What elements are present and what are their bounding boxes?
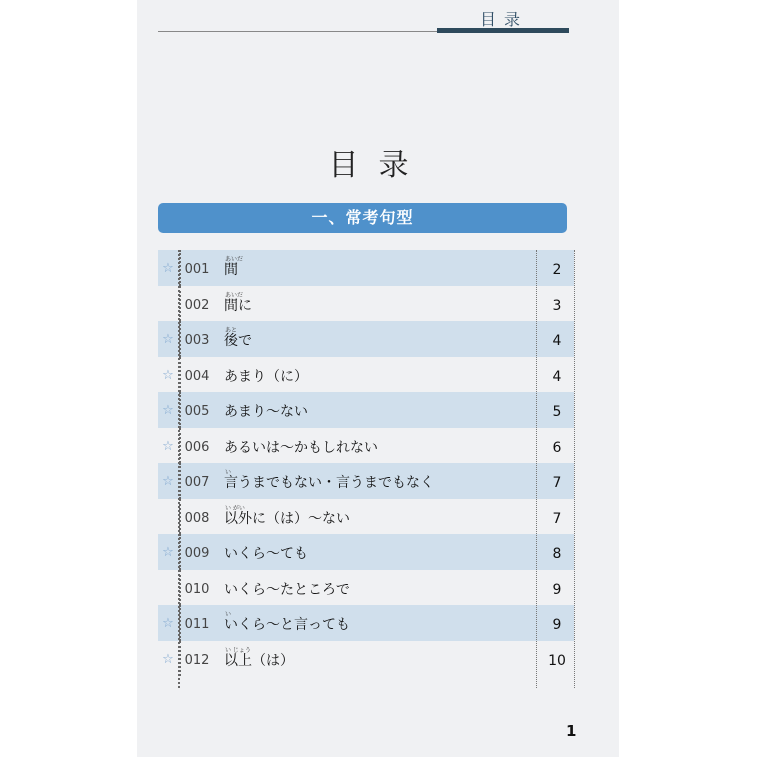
toc-row[interactable] — [158, 250, 574, 286]
star-icon: ☆ — [162, 438, 174, 454]
toc-entry-page: 3 — [552, 297, 562, 314]
toc-row[interactable] — [158, 641, 574, 677]
toc-entry-page: 4 — [552, 368, 562, 385]
toc-entry-page: 10 — [548, 652, 566, 669]
toc-entry-title: 間 — [224, 262, 238, 278]
toc-row[interactable] — [158, 392, 574, 428]
toc-entry-page: 7 — [552, 475, 562, 491]
toc-entry-number: 006 — [184, 439, 210, 455]
toc-entry-number: 011 — [184, 617, 210, 632]
star-icon: ☆ — [162, 403, 174, 418]
toc-entry-number: 009 — [184, 546, 210, 561]
toc-entry-number: 001 — [184, 262, 210, 277]
toc-entry-title: いくら～ても — [224, 546, 308, 562]
star-icon: ☆ — [162, 261, 174, 276]
toc-entry-number: 003 — [184, 333, 210, 348]
toc-row[interactable] — [158, 605, 574, 641]
toc-entry-title: いくら～たところで — [224, 581, 350, 598]
toc-entry-number: 002 — [184, 297, 210, 313]
toc-entry-number: 004 — [184, 368, 210, 384]
toc-entry-furigana: い じょう — [225, 646, 251, 654]
toc-divider-right-inner — [536, 250, 537, 688]
toc-entry-title: あまり～ない — [224, 404, 308, 420]
toc-row[interactable] — [158, 534, 574, 570]
toc-row[interactable] — [158, 321, 574, 357]
toc-entry-furigana: い — [225, 611, 232, 618]
star-icon: ☆ — [162, 651, 174, 667]
toc-entry-title: 以上（は） — [224, 652, 294, 669]
toc-entry-page: 6 — [552, 439, 562, 456]
star-icon: ☆ — [162, 332, 174, 347]
star-icon: ☆ — [162, 474, 174, 489]
page-number: 1 — [566, 722, 577, 740]
toc-row[interactable] — [158, 357, 574, 393]
toc-entry-title: いくら～と言っても — [224, 617, 350, 633]
toc-entry-number: 012 — [184, 652, 210, 668]
star-icon — [158, 570, 178, 606]
star-icon — [158, 286, 178, 322]
toc-entry-page: 9 — [552, 617, 562, 633]
toc-entry-page: 2 — [552, 262, 562, 278]
toc-entry-page: 5 — [552, 404, 562, 420]
toc-entry-title: 言うまでもない・言うまでもなく — [224, 475, 434, 491]
toc-entry-number: 005 — [184, 404, 210, 419]
page-title: 目录 — [328, 148, 429, 183]
toc-row[interactable] — [158, 499, 574, 535]
toc-entry-title: 以外に（は）～ない — [224, 510, 350, 527]
toc-entry-page: 8 — [552, 546, 562, 562]
toc-divider-left — [178, 250, 180, 688]
star-icon: ☆ — [162, 367, 174, 383]
star-icon — [158, 499, 178, 535]
toc-list — [158, 250, 574, 676]
toc-entry-title: あまり（に） — [224, 368, 308, 385]
toc-entry-number: 008 — [184, 510, 210, 526]
toc-entry-page: 7 — [552, 510, 562, 527]
toc-entry-title: 間に — [224, 297, 252, 314]
toc-entry-furigana: い — [225, 469, 232, 476]
section-banner: 一、常考句型 — [158, 203, 567, 233]
toc-row[interactable] — [158, 428, 574, 464]
toc-divider-right-outer — [574, 250, 575, 688]
toc-entry-number: 007 — [184, 475, 210, 490]
toc-entry-title: 後で — [224, 333, 252, 349]
toc-entry-furigana: い がい — [225, 504, 245, 512]
toc-entry-title: あるいは～かもしれない — [224, 439, 378, 456]
toc-row[interactable] — [158, 570, 574, 606]
star-icon: ☆ — [162, 616, 174, 631]
toc-entry-furigana: あと — [225, 327, 238, 334]
star-icon: ☆ — [162, 545, 174, 560]
toc-entry-page: 9 — [552, 581, 562, 598]
toc-entry-furigana: あいだ — [225, 256, 244, 263]
toc-row[interactable] — [158, 286, 574, 322]
running-header: 目录 — [480, 10, 529, 29]
toc-entry-number: 010 — [184, 581, 210, 597]
toc-row[interactable] — [158, 463, 574, 499]
toc-entry-furigana: あいだ — [225, 291, 244, 299]
toc-entry-page: 4 — [552, 333, 562, 349]
